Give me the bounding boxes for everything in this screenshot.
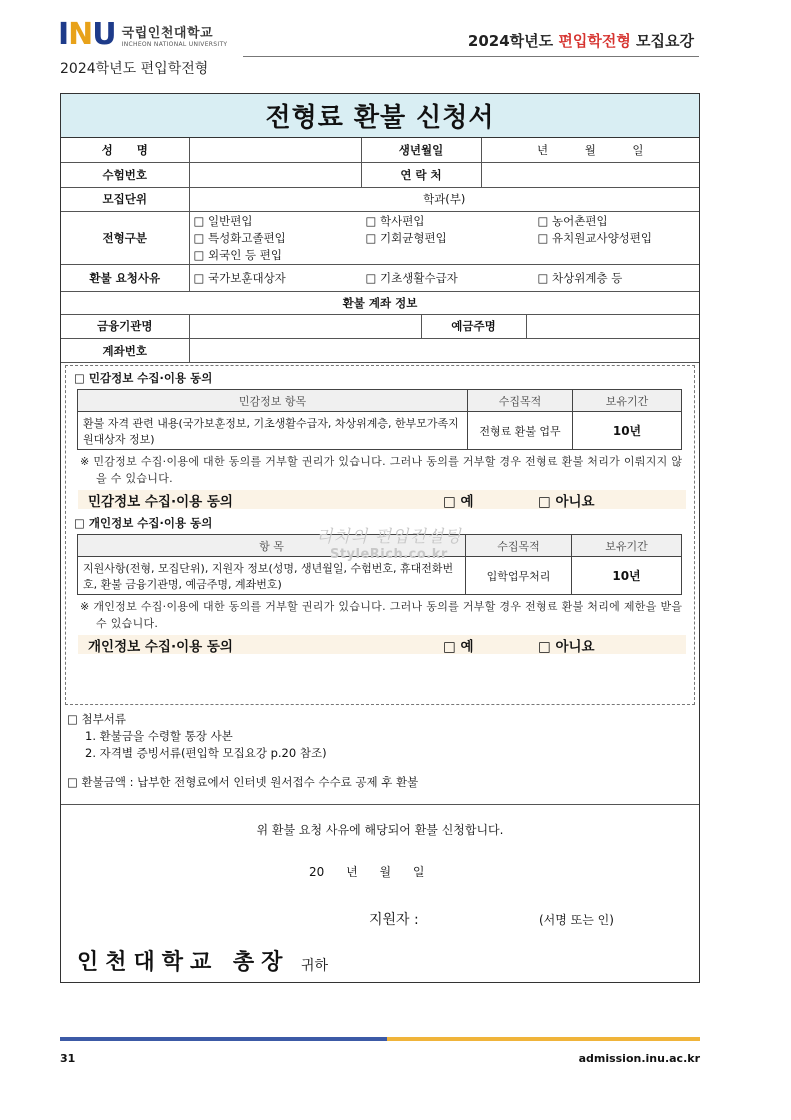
president-title: 인천대학교 총장	[77, 950, 290, 975]
personal-col-purpose: 수집목적	[466, 535, 572, 557]
contact-label: 연 락 처	[361, 162, 481, 187]
type-option-kindergarten[interactable]: □ 유치원교사양성편입	[537, 230, 653, 245]
holder-label: 예금주명	[421, 315, 526, 339]
reason-label: 환불 요청사유	[61, 264, 189, 291]
signature-date[interactable]: 20 년 월 일	[309, 865, 425, 879]
sensitive-col-purpose: 수집목적	[468, 390, 573, 412]
holder-field[interactable]	[526, 315, 699, 339]
applicant-info-table	[61, 138, 699, 315]
reason-options	[189, 264, 699, 291]
attachments-heading: □ 첨부서류	[67, 712, 126, 726]
exam-number-label: 수험번호	[61, 162, 189, 187]
sensitive-purpose: 전형료 환불 업무	[468, 412, 573, 450]
personal-agree-yes[interactable]: □ 예	[443, 638, 474, 655]
account-number-label: 계좌번호	[61, 339, 189, 363]
personal-period: 10년	[572, 557, 682, 595]
form-title: 전형료 환불 신청서	[265, 103, 495, 133]
president-suffix: 귀하	[301, 958, 329, 974]
type-options	[189, 211, 699, 264]
unit-label: 모집단위	[61, 187, 189, 211]
reason-option-basic-livelihood[interactable]: □ 기초생활수급자	[365, 270, 458, 285]
personal-agree-label: 개인정보 수집·이용 동의	[88, 638, 233, 655]
exam-number-field[interactable]	[189, 162, 361, 187]
website-url: admission.inu.ac.kr	[578, 1052, 700, 1065]
sensitive-agree-bar	[78, 490, 686, 509]
reason-option-veteran[interactable]: □ 국가보훈대상자	[193, 270, 286, 285]
consent-area	[65, 365, 695, 705]
personal-agree-no[interactable]: □ 아니요	[538, 638, 595, 655]
sensitive-col-item: 민감정보 항목	[78, 390, 468, 412]
personal-purpose: 입학업무처리	[466, 557, 572, 595]
form-title-row	[61, 94, 699, 138]
page-number: 31	[60, 1052, 76, 1065]
contact-field[interactable]	[481, 162, 699, 187]
sensitive-note: ※ 민감정보 수집·이용에 대한 동의를 거부할 권리가 있습니다. 그러나 동의를 거부할 경우 전형료 환불 처리가 이뤄지지 않을 수 있습니다.	[80, 455, 683, 485]
personal-note: ※ 개인정보 수집·이용에 대한 동의를 거부할 권리가 있습니다. 그러나 동의를 거부할 경우 전형료 환불 처리에 제한을 받을 수 있습니다.	[80, 600, 683, 630]
signature-statement: 위 환불 요청 사유에 해당되어 환불 신청합니다.	[256, 823, 504, 837]
birth-field[interactable]: 년 월 일	[481, 138, 699, 162]
logo-korean-name: 국립인천대학교	[121, 26, 214, 41]
sensitive-agree-no[interactable]: □ 아니요	[538, 493, 595, 510]
type-option-general[interactable]: □ 일반편입	[193, 213, 253, 228]
refund-application-form	[60, 93, 700, 983]
personal-info-table	[77, 534, 682, 595]
bank-field[interactable]	[189, 315, 421, 339]
sensitive-col-period: 보유기간	[573, 390, 682, 412]
personal-agree-bar	[78, 635, 686, 654]
type-option-opportunity[interactable]: □ 기회균형편입	[365, 230, 447, 245]
university-logo	[58, 18, 227, 52]
name-field[interactable]	[189, 138, 361, 162]
personal-consent-heading: □ 개인정보 수집·이용 동의	[74, 516, 213, 530]
sensitive-info-table	[77, 389, 682, 450]
sensitive-consent-heading: □ 민감정보 수집·이용 동의	[74, 371, 213, 385]
personal-col-item: 항 목	[78, 535, 466, 557]
header-divider	[243, 56, 699, 57]
logo-english-name: INCHEON NATIONAL UNIVERSITY	[121, 41, 228, 48]
header-title-accent: 편입학전형	[558, 32, 631, 50]
type-option-vocational[interactable]: □ 특성화고졸편입	[193, 230, 286, 245]
footer-bar	[60, 1037, 700, 1041]
signature-applicant-label: 지원자 :	[369, 912, 419, 928]
bank-label: 금융기관명	[61, 315, 189, 339]
attachments-section	[61, 705, 699, 791]
sensitive-agree-label: 민감정보 수집·이용 동의	[88, 493, 233, 510]
birth-label: 생년월일	[361, 138, 481, 162]
account-number-field[interactable]	[189, 339, 699, 363]
watermark-line2: StyleRich.co.kr	[329, 547, 448, 562]
signature-mark[interactable]: (서명 또는 인)	[539, 913, 614, 927]
attachment-item: 2. 자격별 증빙서류(편입학 모집요강 p.20 참조)	[85, 746, 327, 760]
watermark-line1: 리치의 편입컨설팅	[316, 527, 462, 547]
refund-amount-note: □ 환불금액 : 납부한 전형료에서 인터넷 원서접수 수수료 공제 후 환불	[67, 775, 419, 789]
type-option-foreign[interactable]: □ 외국인 등 편입	[193, 247, 282, 262]
type-option-rural[interactable]: □ 농어촌편입	[537, 213, 608, 228]
reason-option-near-poor[interactable]: □ 차상위계층 등	[537, 270, 623, 285]
personal-col-period: 보유기간	[572, 535, 682, 557]
sensitive-item: 환불 자격 관련 내용(국가보훈정보, 기초생활수급자, 차상위계층, 한부모가족지원대상자 정보)	[78, 412, 468, 450]
signature-area	[61, 804, 699, 982]
account-info-table	[61, 315, 699, 364]
attachment-item: 1. 환불금을 수령할 통장 사본	[85, 729, 233, 743]
personal-item: 지원사항(전형, 모집단위), 지원자 정보(성명, 생년월일, 수험번호, 휴대전화번호, 환불 금융기관명, 예금주명, 계좌번호)	[78, 557, 466, 595]
sensitive-agree-yes[interactable]: □ 예	[443, 493, 474, 510]
type-option-bachelor[interactable]: □ 학사편입	[365, 213, 425, 228]
page-subtitle: 2024학년도 편입학전형	[60, 61, 209, 77]
account-section-heading: 환불 계좌 정보	[61, 291, 699, 314]
header-title: 2024학년도 편입학전형 모집요강	[467, 32, 694, 50]
sensitive-period: 10년	[573, 412, 682, 450]
logo-mark: INU	[58, 17, 116, 52]
type-label: 전형구분	[61, 211, 189, 264]
unit-field[interactable]: 학과(부)	[189, 187, 699, 211]
name-label: 성 명	[61, 138, 189, 162]
